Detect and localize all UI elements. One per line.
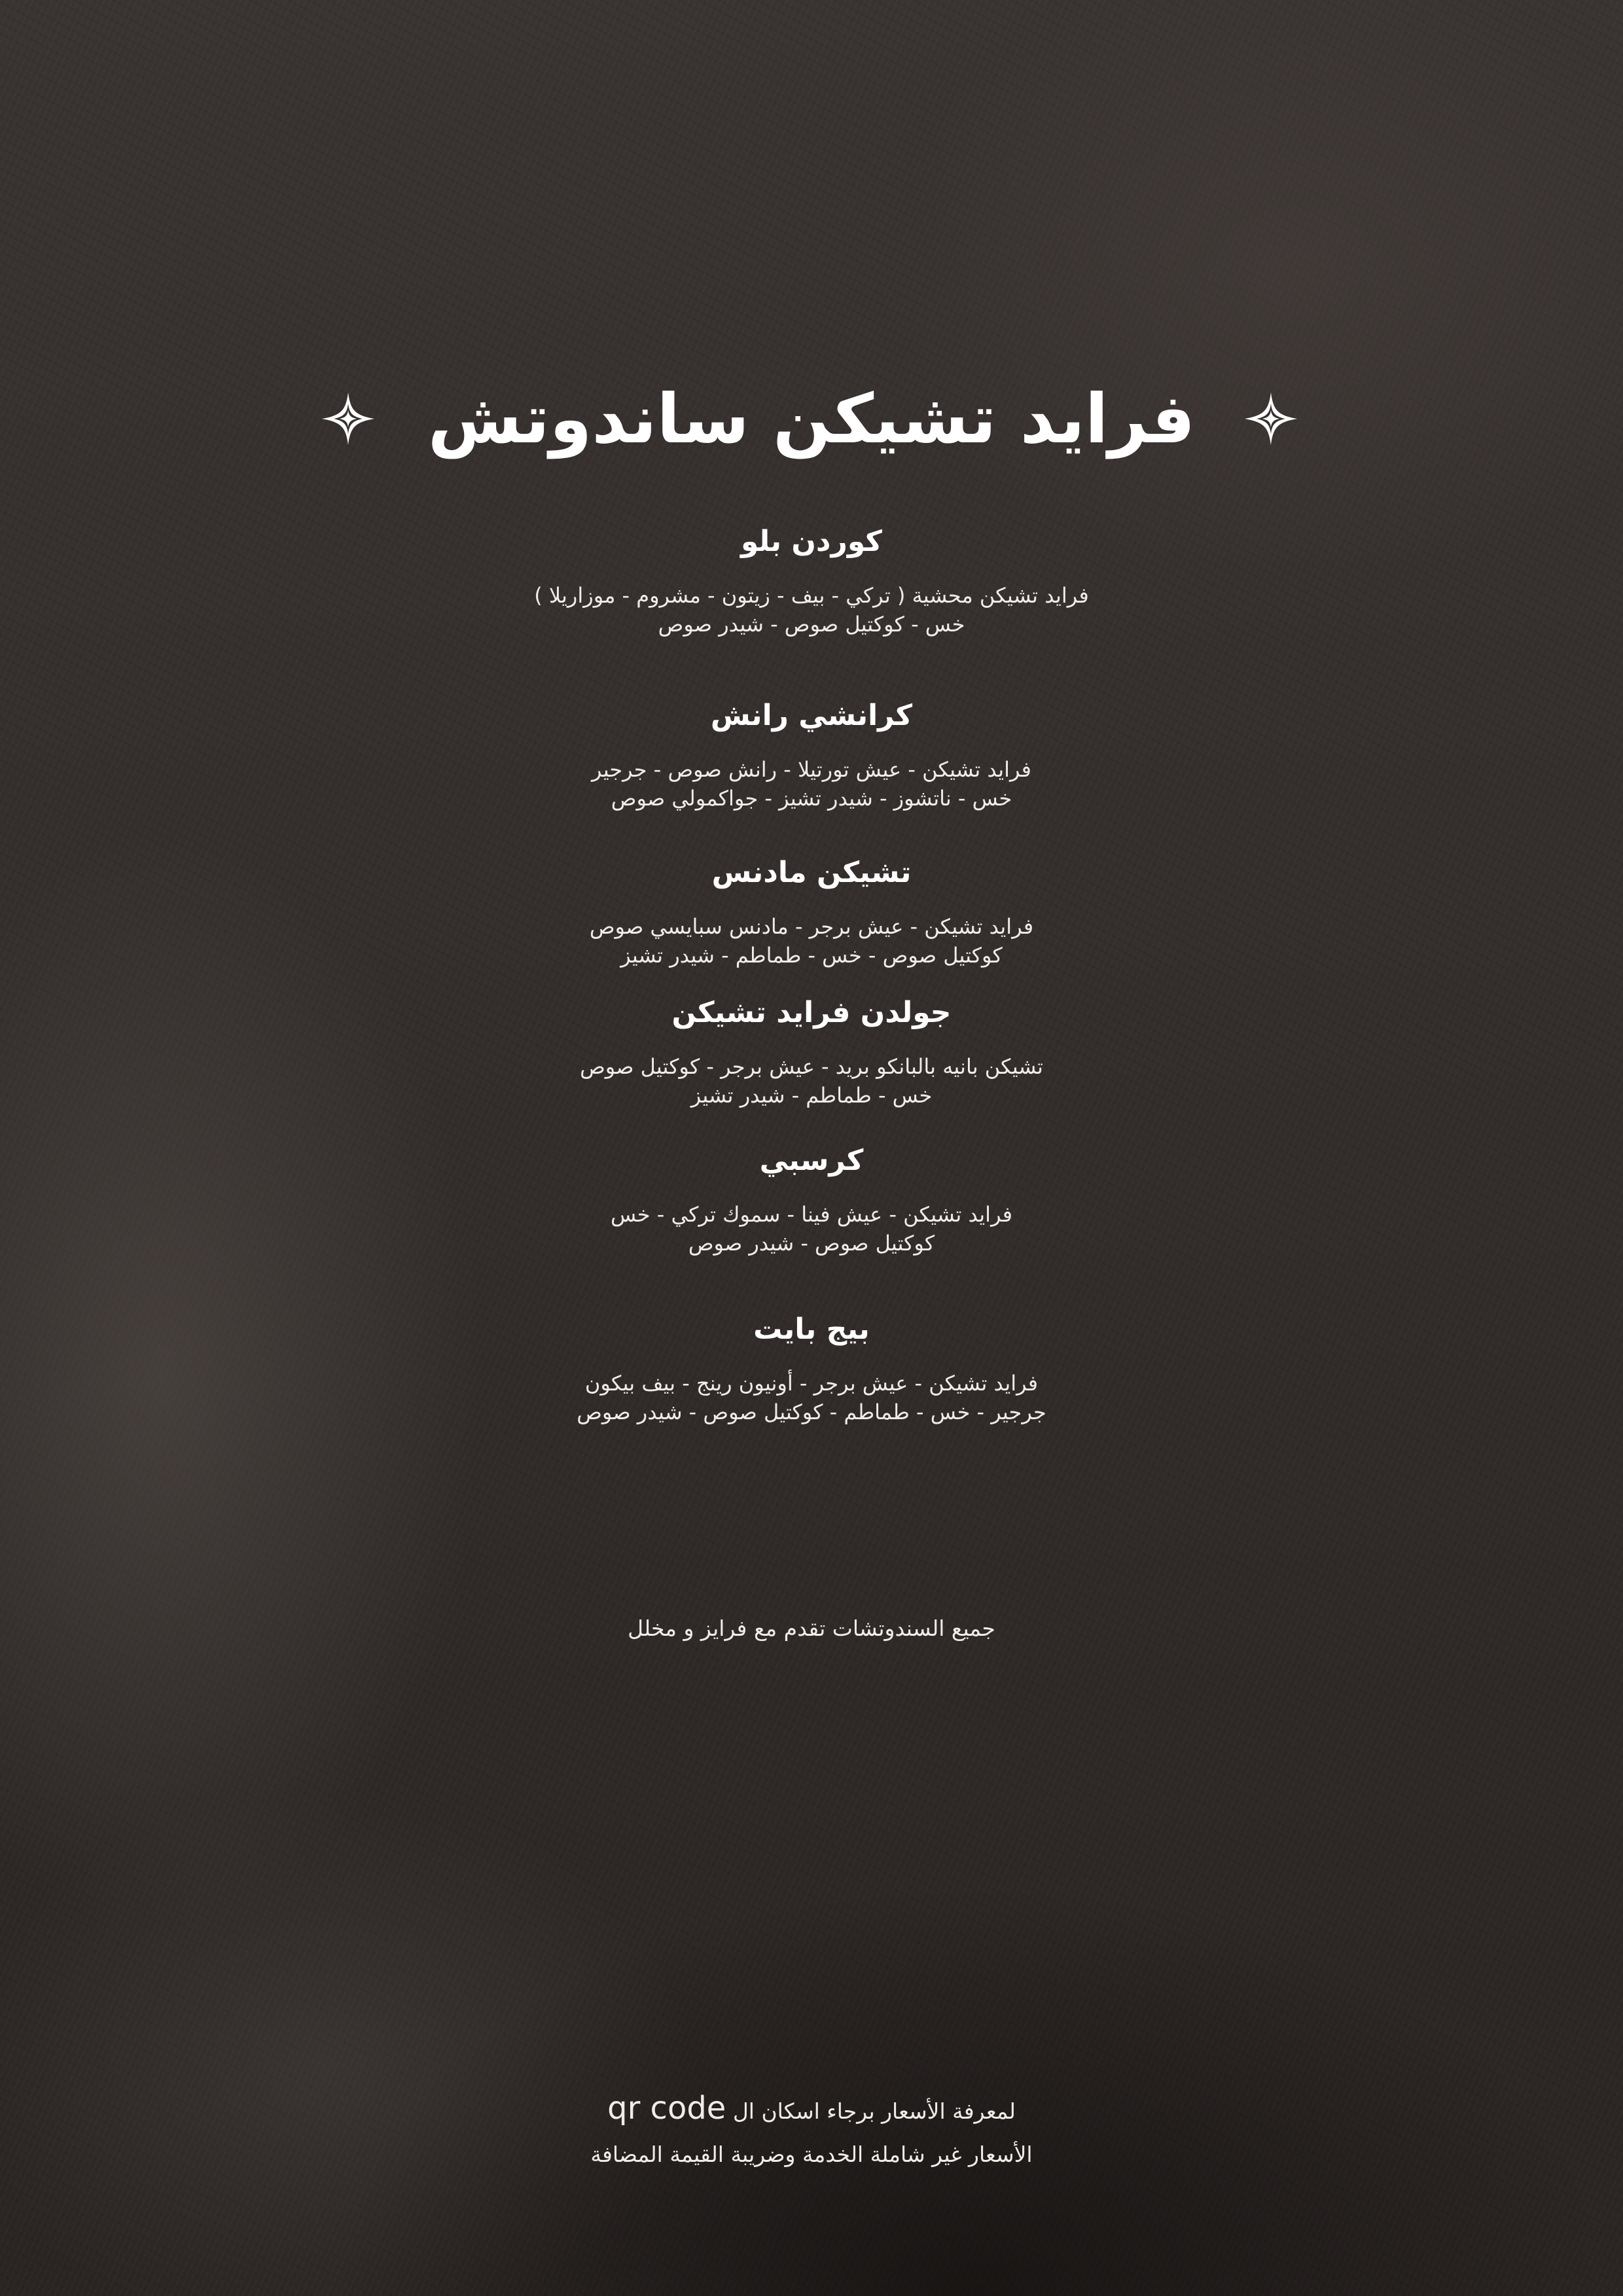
item-description <box>353 1052 1270 1110</box>
item-name: كوردن بلو <box>740 525 883 558</box>
item-name: جولدن فرايد تشيكن <box>671 996 952 1029</box>
item-description-line: تشيكن بانيه بالبانكو بريد - عيش برجر - كوكتيل صوص <box>580 1054 1043 1079</box>
page-title: فرايد تشيكن ساندوتش <box>427 379 1196 459</box>
qr-code-label: qr code <box>607 2090 726 2127</box>
item-description-line: خس - كوكتيل صوص - شيدر صوص <box>658 612 965 637</box>
qr-instruction-text: لمعرفة الأسعار برجاء اسكان ال <box>732 2098 1016 2124</box>
item-name: تشيكن مادنس <box>711 856 912 889</box>
item-name: بيج بايت <box>753 1313 870 1346</box>
item-description <box>353 1369 1270 1426</box>
menu-item-crunchy-ranch <box>353 695 1270 813</box>
item-name: كرانشي رانش <box>710 699 913 732</box>
item-description <box>353 1200 1270 1258</box>
item-description-line: خس - طماطم - شيدر تشيز <box>690 1083 933 1108</box>
item-description-line: خس - ناتشوز - شيدر تشيز - جواكمولي صوص <box>611 786 1012 811</box>
item-description-line: فرايد تشيكن - عيش برجر - مادنس سبايسي صوص <box>589 914 1034 939</box>
title-row <box>0 366 1623 471</box>
menu-item-golden-fried-chicken <box>353 992 1270 1110</box>
menu-item-big-bite <box>353 1309 1270 1426</box>
item-description-line: جرجير - خس - طماطم - كوكتيل صوص - شيدر صوص <box>577 1400 1046 1424</box>
price-note: الأسعار غير شاملة الخدمة وضريبة القيمة المضافة <box>590 2142 1033 2167</box>
item-description <box>353 912 1270 970</box>
item-description <box>353 755 1270 813</box>
item-description <box>353 581 1270 639</box>
menu-item-cordon-bleu <box>353 521 1270 639</box>
four-point-star-icon <box>1243 391 1298 446</box>
item-name: كرسبي <box>759 1144 864 1177</box>
qr-instruction <box>353 2089 1270 2131</box>
item-description-line: كوكتيل صوص - شيدر صوص <box>688 1231 935 1256</box>
menu-item-crispy <box>353 1140 1270 1258</box>
item-description-line: كوكتيل صوص - خس - طماطم - شيدر تشيز <box>620 943 1003 968</box>
item-description-line: فرايد تشيكن محشية ( تركي - بيف - زيتون - مشروم - موزاريلا ) <box>534 583 1089 608</box>
item-description-line: فرايد تشيكن - عيش تورتيلا - رانش صوص - جرجير <box>592 757 1031 782</box>
sandwich-note: جميع السندوتشات تقدم مع فرايز و مخلل <box>628 1616 995 1641</box>
item-description-line: فرايد تشيكن - عيش فينا - سموك تركي - خس <box>610 1202 1013 1227</box>
menu-item-chicken-madness <box>353 852 1270 970</box>
item-description-line: فرايد تشيكن - عيش برجر - أونيون رينج - بيف بيكون <box>584 1371 1039 1396</box>
